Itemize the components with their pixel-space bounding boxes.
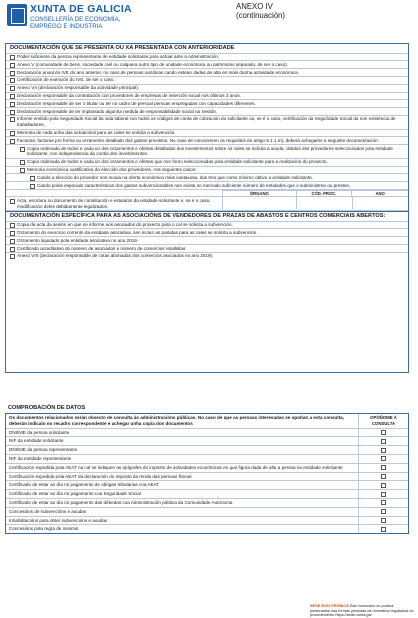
doc-item[interactable] xyxy=(6,100,408,108)
doc-final-item-label: Acta, escritura ou documento de constitución e estatutos da entidade solicitante e, se é o caso, modificación deles debidamente legalizados. xyxy=(17,197,211,209)
verification-row-label: DNI/NIE da persoa representante xyxy=(9,447,78,453)
verification-row xyxy=(6,464,408,473)
doc-sub-item[interactable] xyxy=(6,145,408,159)
doc-item-label: Certificación de exención do IVE, de ser o caso. xyxy=(17,77,115,83)
verification-row-label: Inhabilitacións para obter subvencións e axudas xyxy=(9,517,108,523)
doc-item-label: Informe emitido pola Seguridade Social da vida laboral con todos os códigos de conta de cotización do solicitante ou, se é o caso, certificación da Seguridade Social da non existencia de traballadores. xyxy=(17,116,396,128)
verification-row-label: NIF da entidade solicitante xyxy=(9,438,64,444)
specific-item[interactable] xyxy=(6,222,408,230)
verification-table xyxy=(5,413,409,534)
checkbox[interactable] xyxy=(30,184,35,189)
doc-item-label: Declaración responsable da contratación con provedores de empresas de inserción social nos últimos 3 anos. xyxy=(17,93,241,99)
oppose-checkbox[interactable] xyxy=(381,492,386,497)
register-header-organ: ÓRGANO xyxy=(222,191,296,197)
checkbox[interactable] xyxy=(30,176,35,181)
oppose-checkbox[interactable] xyxy=(381,465,386,470)
verification-row xyxy=(6,429,408,438)
verification-row xyxy=(6,437,408,446)
doc-item[interactable] xyxy=(6,61,408,69)
doc-sub2-item[interactable] xyxy=(6,174,408,182)
doc-item-label: Memoria de cada unha das actuacións para as cales se solicita a subvención. xyxy=(17,130,176,136)
checkbox[interactable] xyxy=(10,254,15,259)
checkbox[interactable] xyxy=(10,199,15,204)
doc-sub2-item-label: Cando polas especiais características dos gastos subvencionables non exista no mercado suficiente número de entidades que o subministren ou presten. xyxy=(37,182,351,188)
checkbox[interactable] xyxy=(10,139,15,144)
verification-row-label: Concesións pola regra de minimis xyxy=(9,526,79,532)
oppose-checkbox[interactable] xyxy=(381,430,386,435)
doc-item[interactable] xyxy=(6,108,408,116)
checkbox[interactable] xyxy=(20,160,25,165)
specific-item[interactable] xyxy=(6,245,408,253)
register-value-code[interactable] xyxy=(296,197,352,209)
doc-item[interactable] xyxy=(6,77,408,85)
checkbox[interactable] xyxy=(10,223,15,228)
checkbox[interactable] xyxy=(10,55,15,60)
doc-sub-item[interactable] xyxy=(6,167,408,175)
register-headers xyxy=(222,190,408,197)
verification-row xyxy=(6,525,408,533)
checkbox[interactable] xyxy=(10,86,15,91)
verification-row-label: Concesións de subvencións e axudas xyxy=(9,508,87,514)
verification-row xyxy=(6,490,408,499)
doc-item-label: Declaración responsable de ter implantado algunha medida de responsabilidade social na xestión. xyxy=(17,108,218,114)
documentation-box xyxy=(5,43,409,373)
specific-item[interactable] xyxy=(6,253,408,260)
checkbox[interactable] xyxy=(10,102,15,107)
footer-text: Este formulario só poderá presentarse nas formas previstas na normativa reguladora do procedemento https://sede.xunta.gal xyxy=(310,604,414,618)
specific-item-label: Copia da acta da sesión en que se informe aos asociados do proxecto para o cal se solicita a subvención. xyxy=(17,222,233,228)
doc-item-label: Facturas, facturas pro forma ou orzamento detallado dos gastos previstos. No caso de concorreren os requisitos do artigo 5.1.1.m), deberá achegarse a seguinte documentación: xyxy=(17,137,379,143)
oppose-checkbox[interactable] xyxy=(381,439,386,444)
doc-item[interactable] xyxy=(6,69,408,77)
verification-row-label: Certificado de estar ao día no pagamento das débedas coa Administración pública da Comunidade Autónoma xyxy=(9,499,233,505)
verification-row-label: DNI/NIE da persoa solicitante xyxy=(9,429,70,435)
verification-header-row xyxy=(6,414,408,429)
doc-item[interactable] xyxy=(6,137,408,145)
footer-brand: SEDE ELECTRÓNICA xyxy=(310,604,349,608)
logo-department: CONSELLERÍA DE ECONOMÍA, EMPREGO E INDUSTRIA xyxy=(30,16,121,31)
annex-heading xyxy=(236,3,285,20)
register-values xyxy=(222,197,409,209)
register-header-year: ANO xyxy=(351,191,408,197)
checkbox[interactable] xyxy=(10,239,15,244)
oppose-checkbox[interactable] xyxy=(381,456,386,461)
checkbox[interactable] xyxy=(10,78,15,83)
checkbox[interactable] xyxy=(10,117,15,122)
verification-row-label: Certificación expedida pola AEAT da declaración do imposto da renda das persoas físicas xyxy=(9,473,192,479)
verification-header-col: OPÓÑOME Á CONSULTA xyxy=(358,414,408,428)
doc-item-label: Declaración responsable de ser o titular ou ter no cadro de persoal persoas empregadas con capacidades diferentes. xyxy=(17,100,256,106)
verification-row xyxy=(6,499,408,508)
checkbox[interactable] xyxy=(20,147,25,152)
doc-sub-item[interactable] xyxy=(6,159,408,167)
documentation-title: DOCUMENTACIÓN QUE SE PRESENTA OU XA PRESENTADA CON ANTERIORIDADE xyxy=(6,44,408,54)
doc-item[interactable] xyxy=(6,116,408,130)
logo-name: XUNTA DE GALICIA xyxy=(30,3,132,15)
verification-header-text: Os documentos relacionados serán obxecto de consulta ás administracións públicas. No caso de que as persoas interesadas se opoñan a esta consulta, deberán indicalo no recadro correspondente e achegar unha copia dos documentos xyxy=(9,415,344,426)
verification-row xyxy=(6,481,408,490)
doc-sub-item-label: Copia ordenada de todos e cada un dos orzamentos e ofertas que non foron seleccionadas pola entidade solicitante para a realización do proxecto. xyxy=(27,159,328,165)
annex-title: ANEXO IV xyxy=(236,2,273,11)
xunta-logo-icon xyxy=(7,4,27,26)
specific-item-label: Anexo VIII (declaración responsable de cotas abonadas dos comercios asociados no ano 2019). xyxy=(17,253,214,259)
oppose-checkbox[interactable] xyxy=(381,474,386,479)
verification-row xyxy=(6,446,408,455)
doc-item-label: Anexo VII (declaración responsable da actividade principal). xyxy=(17,85,140,91)
page-header xyxy=(0,0,418,40)
specific-item[interactable] xyxy=(6,237,408,245)
doc-item-label: Declaración anual do IVE do ano anterior, no caso de persoas xurídicas cando estean dadas de alta en máis dunha actividade económica. xyxy=(17,69,299,75)
verification-row xyxy=(6,473,408,482)
doc-sub2-item-label: Cando a elección do provedor non recaia na oferta económica máis vantaxosa, das tres que como mínimo obtivo a entidade solicitante. xyxy=(37,174,314,180)
checkbox[interactable] xyxy=(20,168,25,173)
doc-sub-item-label: Copia ordenada de todos e cada un dos orzamentos e ofertas detalladas dos investimentos sobre os cales se solicita a axuda, obtidos dos provedores seleccionados pola entidade solicitante, con independencia da contía dos investimentos. xyxy=(27,145,393,157)
verification-row-label: Certificación expedida pola AEAT na cal se indiquen as epígrafes do imposto de actividades económicas en que figura dada de alta a persoa ou entidade solicitante xyxy=(9,464,343,470)
doc-sub2-item[interactable] xyxy=(6,182,408,190)
specific-item-label: Certificado acreditativo do número de asociados e número de comercios retallistas. xyxy=(17,245,187,251)
checkbox[interactable] xyxy=(10,94,15,99)
verification-row-label: Certificado de estar ao día no pagamento coa Seguridade Social xyxy=(9,491,141,497)
oppose-checkbox[interactable] xyxy=(381,509,386,514)
checkbox[interactable] xyxy=(10,110,15,115)
doc-item[interactable] xyxy=(6,85,408,93)
annex-subtitle: (continuación) xyxy=(236,10,285,20)
register-value-year[interactable] xyxy=(352,197,409,209)
doc-item[interactable] xyxy=(6,54,408,62)
doc-final-item[interactable] xyxy=(6,196,408,211)
checkbox[interactable] xyxy=(10,131,15,136)
doc-item[interactable] xyxy=(6,93,408,101)
oppose-checkbox[interactable] xyxy=(381,518,386,523)
doc-item[interactable] xyxy=(6,130,408,138)
specific-item-label: Orzamento do exercicio corrente da entidade asociativa, sen incluír as partidas para as cales se solicita a subvención. xyxy=(17,229,258,235)
register-value-organ[interactable] xyxy=(222,197,296,209)
specific-title: DOCUMENTACIÓN ESPECÍFICA PARA AS ASOCIACIÓNS DE VENDEDORES DE PRAZAS DE ABASTOS E CENTROS COMERCIAIS ABERTOS: xyxy=(6,211,408,222)
verification-row xyxy=(6,517,408,526)
verification-row-label: NIF da entidade representante xyxy=(9,455,72,461)
checkbox[interactable] xyxy=(10,231,15,236)
register-header-code: CÓD. PROC. xyxy=(296,191,352,197)
verification-row xyxy=(6,508,408,517)
oppose-checkbox[interactable] xyxy=(381,500,386,505)
specific-item-label: Orzamento liquidado pola entidade asociativa no ano 2019. xyxy=(17,237,139,243)
doc-item-label: Anexo V (comunidade de bens, sociedade civil ou calquera outro tipo de unidade económica ou patrimonio separado, de ser o caso). xyxy=(17,61,288,67)
verification-row xyxy=(6,455,408,464)
oppose-checkbox[interactable] xyxy=(381,448,386,453)
checkbox[interactable] xyxy=(10,247,15,252)
oppose-checkbox[interactable] xyxy=(381,527,386,532)
verification-title: COMPROBACIÓN DE DATOS xyxy=(8,405,86,411)
oppose-checkbox[interactable] xyxy=(381,483,386,488)
doc-item-label: Poder suficiente da persoa representante de entidade solicitante para actuar ante a Administración. xyxy=(17,54,220,60)
doc-sub-item-label: Memoria económica xustificativa da elección dos provedores, nos seguintes casos: xyxy=(27,167,197,173)
specific-item[interactable] xyxy=(6,229,408,237)
checkbox[interactable] xyxy=(10,63,15,68)
verification-row-label: Certificado de estar ao día no pagamento de obrigas tributarias coa AEAT xyxy=(9,482,160,488)
checkbox[interactable] xyxy=(10,71,15,76)
page-footer xyxy=(310,604,414,618)
